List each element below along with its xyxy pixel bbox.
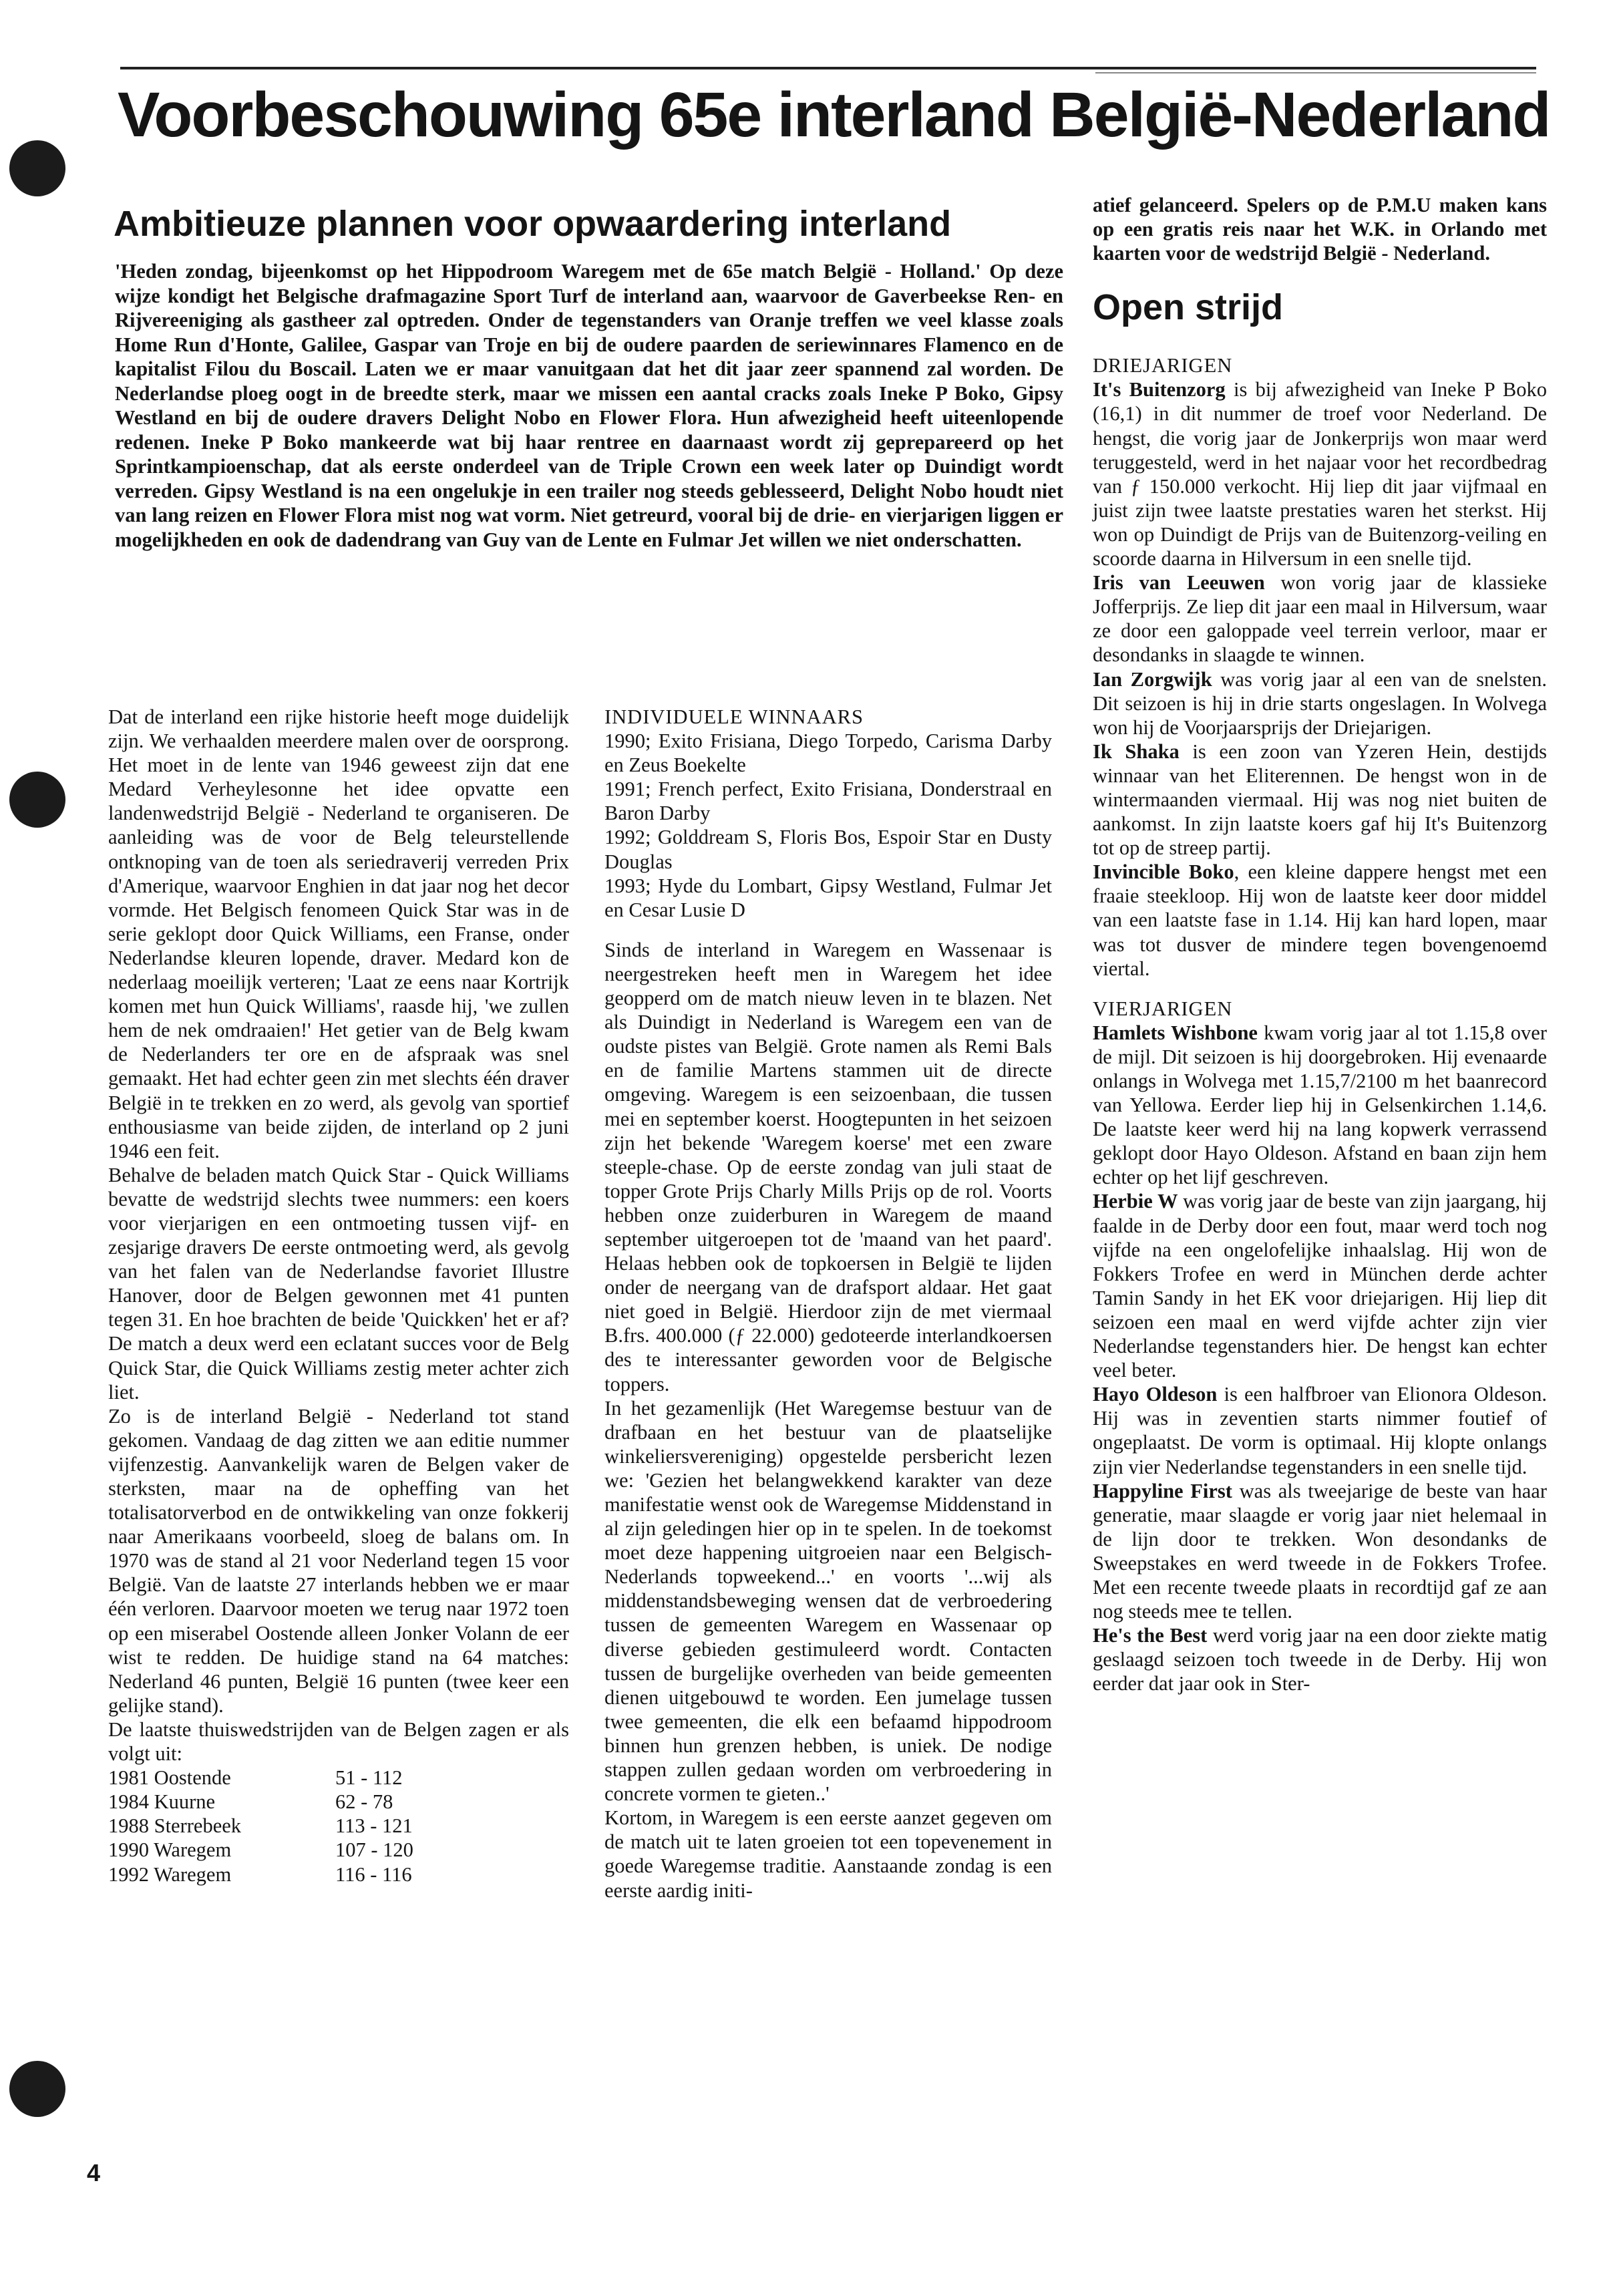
- horse-name: Iris van Leeuwen: [1093, 571, 1265, 595]
- horse-name: Ik Shaka: [1093, 740, 1180, 763]
- result-place: 1984 Kuurne: [108, 1790, 216, 1814]
- result-place: 1981 Oostende: [108, 1766, 231, 1790]
- horse-name: Happyline First: [1093, 1479, 1232, 1502]
- col1-paragraph-3: Zo is de interland België - Nederland tot stand gekomen. Vandaag de dag zitten we aan editie nummer vijfenzestig. Aanvankelijk waren de Belgen vaker de sterksten, maar na de opheffing van het totalisatorverbod en de ontwikkeling van onze fokkerij naar Amerikaans voorbeeld, sloeg de balans om. In 1970 was de stand al 21 voor Nederland tegen 15 voor België. Van de laatste 27 interlands hebben we er maar één verloren. Daarvoor moeten we terug naar 1972 toen op een miserabel Oostende alleen Jonker Volann de eer wist te redden. De huidige stand na 64 matches: Nederland 46 punten, België 16 punten (twee keer een gelijke stand).: [108, 1404, 569, 1717]
- col1-paragraph-4: De laatste thuiswedstrijden van de Belgen zagen er als volgt uit:: [108, 1717, 569, 1766]
- col1-paragraph-2: Behalve de beladen match Quick Star - Quick Williams bevatte de wedstrijd slechts twee nummers: een koers voor vierjarigen en een ontmoeting tussen vijf- en zesjarige dravers De eerste ontmoeting werd, als gevolg van het falen van de Nederlandse favoriet Illustre Hanover, door de Belgen gewonnen met 41 punten tegen 31. En hoe brachten de beide 'Quickken' het er af? De match a deux werd een eclatant succes voor de Belg Quick Star, die Quick Williams zestig meter achter zich liet.: [108, 1163, 569, 1404]
- horse-name: It's Buitenzorg: [1093, 378, 1226, 401]
- intro-paragraph: 'Heden zondag, bijeenkomst op het Hippodroom Waregem met de 65e match België - Holland.' Op deze wijze kondigt het Belgische drafmagazine Sport Turf de interland aan, waarvoor de Gaverbeekse Ren- en Rijvereeniging als gastheer zal optreden. Onder de tegenstanders van Oranje treffen we veel klasse zoals Home Run d'Honte, Galilee, Gaspar van Troje en bij de oudere paarden de seriewinnares Flamenco en de kapitalist Filou du Boscail. Laten we er maar vanuitgaan dat het dit jaar zeer spannend zal worden. De Nederlandse ploeg oogt in de breedte sterk, maar we missen een aantal cracks zoals Ineke P Boko, Gipsy Westland en bij de oudere dravers Delight Nobo en Flower Flora. Hun afwezigheid heeft uiteenlopende redenen. Ineke P Boko mankeerde wat bij haar rentree en daarnaast wordt zij geprepareerd op het Sprintkampioenschap, dat als eerste onderdeel van de Triple Crown een week later op Duindigt wordt verreden. Gipsy Westland is na een ongelukje in een trailer nog steeds geblesseerd, Delight Nobo houdt niet van lang reizen en Flower Flora mist nog wat vorm. Niet getreurd, vooral bij de drie- en vierjarigen liggen er mogelijkheden en ook de dadendrang van Guy van de Lente en Fulmar Jet willen we niet onderschatten.: [115, 260, 1063, 551]
- col1-paragraph-1: Dat de interland een rijke historie heeft moge duidelijk zijn. We verhaalden meerdere malen over de oorsprong. Het moet in de lente van 1946 geweest zijn dat ene Medard Verheylesonne het idee opvatte een landenwedstrijd België - Nederland te organiseren. De aanleiding was de voor de Belg teleurstellende ontknoping van de toen als seriedraverij verreden Prix d'Amerique, waarvoor Enghien in dat jaar nog het decor vormde. Het Belgisch fenomeen Quick Star was in de serie geklopt door Quick Williams, een Franse, onder Nederlandse kleuren lopende, draver. Medard kon de nederlaag moeilijk verteren; 'Laat ze eens naar Kortrijk komen met hun Quick Williams', raasde hij, 'we zullen hem de nek omdraaien!' Het getier van de Belg kwam de Nederlanders ter ore en de afspraak was snel gemaakt. Het had echter geen zin met slechts één draver België in te trekken en zo werd, als gevolg van sportief enthousiasme van beide zijden, de interland op 2 juni 1946 een feit.: [108, 705, 569, 1162]
- result-score: 51 - 112: [335, 1766, 403, 1790]
- horse-text: is een zoon van Yzeren Hein, destijds winnaar van het Eliterennen. De hengst won in de wintermaanden viermaal. Hij was nog niet buiten de aankomst. In zijn laatste koers gaf hij It's Buitenzorg tot op de streep partij.: [1093, 740, 1547, 860]
- horse-name: He's the Best: [1093, 1624, 1208, 1647]
- page-number: 4: [87, 2159, 101, 2186]
- result-score: 116 - 116: [335, 1862, 412, 1886]
- winners-item: 1990; Exito Frisiana, Diego Torpedo, Carisma Darby en Zeus Boekelte: [604, 729, 1052, 777]
- results-row: [108, 1790, 413, 1814]
- result-place: 1988 Sterrebeek: [108, 1814, 242, 1838]
- horse-text: is een halfbroer van Elionora Oldeson. Hij was in zeventien starts nimmer foutief of ongeplaatst. De vorm is optimaal. Hij klopte onlangs zijn vier Nederlandse tegenstanders in een snelle tijd.: [1093, 1383, 1547, 1478]
- horse-name: Hamlets Wishbone: [1093, 1021, 1258, 1044]
- column-3: [1093, 193, 1547, 1695]
- drie-heading: DRIEJARIGEN: [1093, 354, 1233, 377]
- results-table: [108, 1766, 413, 1886]
- top-rule-faint: [1095, 72, 1536, 73]
- horse-name: Invincible Boko: [1093, 860, 1234, 884]
- result-score: 107 - 120: [335, 1838, 413, 1862]
- horse-text: was vorig jaar al een van de snelsten. Dit seizoen is hij in drie starts ongeslagen. In Wolvega won hij de Voorjaarsprijs der Driejarigen.: [1093, 667, 1547, 739]
- horse-entry: [1093, 860, 1547, 980]
- result-score: 113 - 121: [335, 1814, 413, 1838]
- results-row: [108, 1862, 413, 1887]
- horse-entry: [1093, 1189, 1547, 1382]
- results-row: [108, 1766, 413, 1790]
- horse-name: Hayo Oldeson: [1093, 1383, 1218, 1406]
- punch-hole-bottom: [9, 2061, 65, 2117]
- section-heading: Open strijd: [1093, 287, 1284, 328]
- horse-text: was als tweejarige de beste van haar generatie, maar slaagde er vorig jaar niet helemaal in de lijn door te trekken. Won desondanks de Sweepstakes en werd tweede in de Fokkers Trofee. Met een recente tweede plaats in recordtijd gaf ze aan nog steeds mee te tellen.: [1093, 1479, 1548, 1623]
- col2-paragraph-1: Sinds de interland in Waregem en Wassenaar is neergestreken heeft men in Waregem het idee geopperd om de match nieuw leven in te blazen. Net als Duindigt in Nederland is Waregem een van de oudste pistes van België. Grote namen als Remi Bals en de familie Martens stammen uit de directe omgeving. Waregem is een seizoenbaan, die tussen mei en september koerst. Hoogtepunten in het seizoen zijn het bekende 'Waregem koerse' met een zware steeple-chase. Op de eerste zondag van juli staat de topper Grote Prijs Charly Mills Prijs op de rol. Voorts hebben onze zuiderburen in Waregem de maand september uitgeroepen tot de 'maand van het paard'. Helaas hebben ook de topkoersen in België te lijden onder de neergang van de drafsport aldaar. Het gaat niet goed in België. Hierdoor zijn de met viermaal B.frs. 400.000 (ƒ 22.000) gedoteerde interlandkoersen des te interessanter geworden voor de Belgische toppers.: [604, 938, 1052, 1396]
- winners-heading: INDIVIDUELE WINNAARS: [604, 705, 864, 728]
- winners-item: 1991; French perfect, Exito Frisiana, Donderstraal en Baron Darby: [604, 778, 1052, 825]
- horse-text: kwam vorig jaar al tot 1.15,8 over de mijl. Dit seizoen is hij doorgebroken. Hij evenaarde onlangs in Wolvega met 1.15,7/2100 m het baanrecord van Yellowa. Eerder liep hij in Gelsenkirchen 1.14,6. De laatste keer werd hij na lang kopwerk verrassend geklopt door Hayo Oldeson. Afstand en baan zijn hem echter op het lijf geschreven.: [1093, 1021, 1547, 1189]
- results-row: [108, 1814, 413, 1838]
- top-rule: [120, 67, 1536, 69]
- result-place: 1990 Waregem: [108, 1838, 232, 1862]
- column-1: [108, 705, 569, 1887]
- punch-hole-top: [9, 140, 65, 196]
- col2-paragraph-3: Kortom, in Waregem is een eerste aanzet gegeven om de match uit te laten groeien tot een topevenement in goede Waregemse traditie. Aanstaande zondag is een eerste aardig initi-: [604, 1806, 1052, 1902]
- horse-text: , een kleine dappere hengst met een fraaie steekloop. Hij won de laatste keer door middel van een laatste fase in 1.14. Hij kan hard lopen, maar was tot dusver de mindere tegen bovengenoemd viertal.: [1093, 860, 1548, 980]
- column-2: [604, 705, 1052, 1903]
- winners-item: 1992; Golddream S, Floris Bos, Espoir Star en Dusty Douglas: [604, 826, 1052, 873]
- horse-text: werd vorig jaar na een door ziekte matig geslaagd seizoen toch tweede in de Derby. Hij won eerder dat jaar ook in Ster-: [1093, 1624, 1547, 1695]
- horse-entry: [1093, 1382, 1547, 1478]
- vier-heading: VIERJARIGEN: [1093, 997, 1233, 1020]
- horse-entry: [1093, 740, 1547, 860]
- horse-name: Herbie W: [1093, 1190, 1178, 1213]
- col3-paragraph-0: atief gelanceerd. Spelers op de P.M.U maken kans op een gratis reis naar het W.K. in Orlando met kaarten voor de wedstrijd België - Nederland.: [1093, 194, 1547, 265]
- headline: Voorbeschouwing 65e interland België-Nederland: [118, 79, 1550, 150]
- horse-text: won vorig jaar de klassieke Jofferprijs. Ze liep dit jaar een maal in Hilversum, waar ze door een galoppade veel terrein verloor, maar er desondanks in slaagde te winnen.: [1093, 571, 1547, 667]
- results-row: [108, 1838, 413, 1862]
- horse-entry: [1093, 1479, 1547, 1624]
- result-score: 62 - 78: [335, 1790, 393, 1814]
- horse-name: Ian Zorgwijk: [1093, 667, 1212, 691]
- punch-hole-middle: [9, 772, 65, 828]
- subheadline: Ambitieuze plannen voor opwaardering interland: [114, 204, 952, 244]
- horse-entry: [1093, 1021, 1547, 1190]
- col2-paragraph-2: In het gezamenlijk (Het Waregemse bestuur van de drafbaan en het bestuur van de plaatselijke winkeliersvereniging) opgestelde persbericht lezen we: 'Gezien het belangwekkend karakter van deze manifestatie wenst ook de Waregemse Middenstand in al zijn geledingen hier op in te spelen. In de toekomst moet deze happening uitgroeien naar een Belgisch-Nederlands topweekend...' en voorts '...wij als middenstandsbeweging wensen dat de verbroedering tussen de gemeenten Waregem en Wassenaar op diverse gebieden gestimuleerd wordt. Contacten tussen de burgelijke overheden van beide gemeenten dienen uitgebouwd te worden. Een jumelage tussen twee gemeenten, die elk een befaamd hippodroom binnen hun grenzen hebben, is uniek. De nodige stappen zullen gedaan worden om verbroedering in concrete vormen te gieten..': [604, 1396, 1052, 1806]
- result-place: 1992 Waregem: [108, 1862, 232, 1886]
- horse-entry: [1093, 377, 1547, 570]
- horse-text: is bij afwezigheid van Ineke P Boko (16,1) in dit nummer de troef voor Nederland. De hengst, die vorig jaar de Jonkerprijs won maar werd teruggesteld, werd in het najaar voor het recordbedrag van ƒ 150.000 verkocht. Hij liep dit jaar vijfmaal en juist zijn twee laatste prestaties waren het sterkst. Hij won op Duindigt de Prijs van de Buitenzorg-veiling en scoorde daarna in Hilversum in een snelle tijd.: [1093, 378, 1548, 570]
- horse-text: was vorig jaar de beste van zijn jaargang, hij faalde in de Derby door een fout, maar werd toch nog vijfde na een ongelofelijke inhaalslag. Hij won de Fokkers Trofee en werd in München derde achter Tamin Sandy in het EK voor driejarigen. Hij liep dit seizoen een maal en werd vijfde achter zijn vier Nederlandse tegenstanders hier. De hengst kan echter veel beter.: [1093, 1190, 1547, 1382]
- horse-entry: [1093, 1623, 1547, 1695]
- horse-entry: [1093, 667, 1547, 740]
- horse-entry: [1093, 570, 1547, 667]
- winners-item: 1993; Hyde du Lombart, Gipsy Westland, Fulmar Jet en Cesar Lusie D: [604, 874, 1052, 921]
